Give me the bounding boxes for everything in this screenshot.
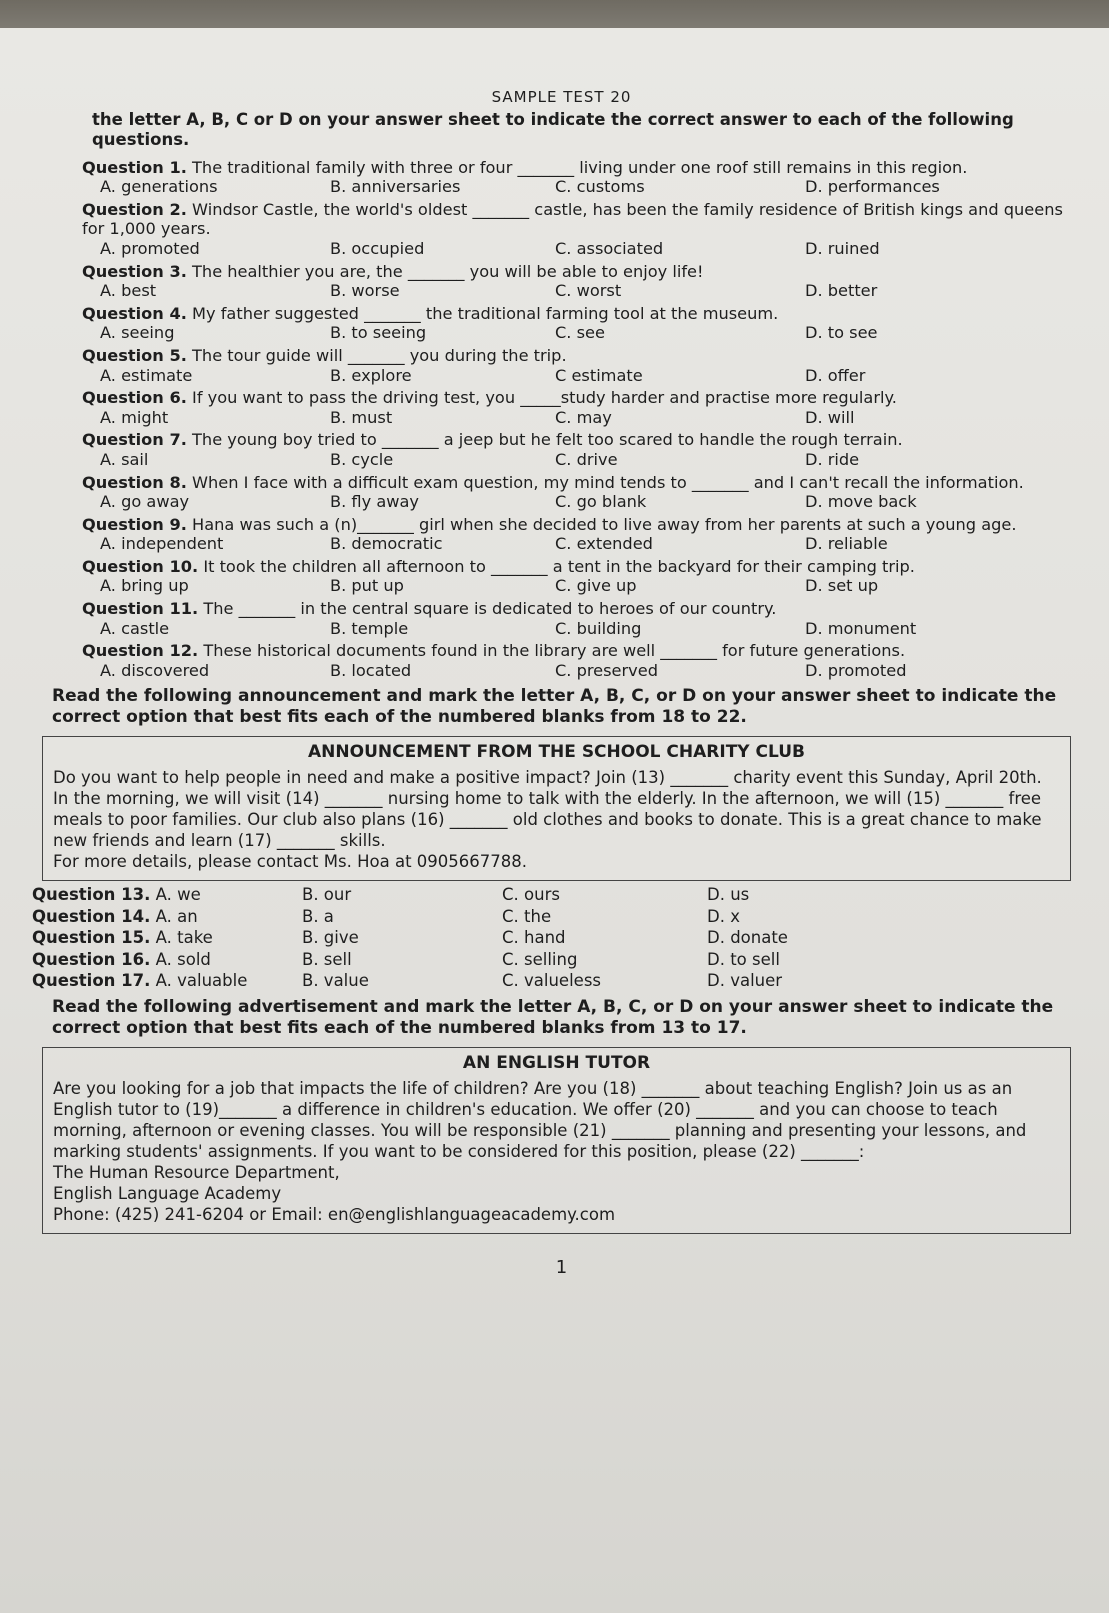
cloze-question-item <box>32 907 1071 927</box>
page-number: 1 <box>555 1256 568 1278</box>
question-stem <box>82 262 1071 282</box>
option-c[interactable]: C. associated <box>555 238 664 258</box>
option-c[interactable]: C. drive <box>555 449 618 469</box>
question-label: Question 6. <box>82 388 187 408</box>
option-b[interactable]: B. sell <box>302 949 352 969</box>
question-text: Windsor Castle, the world's oldest _______ castle, has been the family residence of British kings and queens for 1,000 years. <box>82 199 1063 239</box>
option-a[interactable]: A. take <box>155 928 213 948</box>
option-d[interactable]: D. move back <box>805 492 917 512</box>
option-d[interactable]: D. ride <box>805 449 860 469</box>
cloze-option-a-cell <box>32 928 302 948</box>
question-stem <box>82 430 1071 450</box>
option-d[interactable]: D. valuer <box>707 971 783 991</box>
question-label: Question 2. <box>82 199 187 219</box>
option-b[interactable]: B. temple <box>330 618 409 638</box>
option-c[interactable]: C. hand <box>502 928 566 948</box>
question-item <box>52 515 1071 554</box>
option-d[interactable]: D. donate <box>707 928 788 948</box>
question-item <box>52 346 1071 385</box>
cloze-question-item <box>32 971 1071 991</box>
instruction: the letter A, B, C or D on your answer sheet to indicate the correct answer to each of the following questions. <box>92 109 1014 149</box>
option-b[interactable]: B. occupied <box>330 238 425 258</box>
cloze-option-a-cell <box>32 907 302 927</box>
advertisement-academy: English Language Academy <box>53 1183 282 1203</box>
test-title: SAMPLE TEST 20 <box>491 88 632 106</box>
option-d[interactable]: D. performances <box>805 177 940 197</box>
option-b[interactable]: B. give <box>302 928 359 948</box>
option-b[interactable]: B. put up <box>330 576 404 596</box>
question-item <box>52 641 1071 680</box>
cloze-question-item <box>32 885 1071 905</box>
answer-options <box>100 239 1071 259</box>
question-stem <box>82 346 1071 366</box>
option-c[interactable]: C. see <box>555 323 605 343</box>
answer-options <box>100 450 1071 470</box>
question-label: Question 3. <box>82 261 187 281</box>
option-b[interactable]: B. located <box>330 660 412 680</box>
question-stem <box>82 599 1071 619</box>
question-text: The _______ in the central square is dedicated to heroes of our country. <box>203 599 777 619</box>
cloze-question-label: Question 15. <box>32 928 151 948</box>
answer-options <box>100 619 1071 639</box>
advertisement-department: The Human Resource Department, <box>53 1162 340 1182</box>
option-a[interactable]: A. estimate <box>100 365 193 385</box>
option-a[interactable]: A. an <box>155 906 198 926</box>
option-a[interactable]: A. we <box>155 885 201 905</box>
question-text: The traditional family with three or four _______ living under one roof still remains in this region. <box>192 157 968 177</box>
advertisement-text: Are you looking for a job that impacts the life of children? Are you (18) _______ about teaching English? Join us as an English tutor to (19)_______ a difference in children's education. We offer (20) _______ and you can choose to teach morning, afternoon or evening classes. You will be responsible (21) _______ planning and presenting your lessons, and marking students' assignments. If you want to be considered for this position, please (22) _______: <box>53 1078 1027 1161</box>
question-text: These historical documents found in the library are well _______ for future generations. <box>203 641 906 661</box>
question-item <box>52 599 1071 638</box>
cloze-option-a-cell <box>32 971 302 991</box>
answer-options <box>100 281 1071 301</box>
cloze-question-label: Question 16. <box>32 949 151 969</box>
option-b[interactable]: B. explore <box>330 365 412 385</box>
option-a[interactable]: A. generations <box>100 177 218 197</box>
answer-options <box>100 661 1071 681</box>
option-d[interactable]: D. offer <box>805 365 866 385</box>
option-a[interactable]: A. go away <box>100 492 190 512</box>
option-b[interactable]: B. a <box>302 906 334 926</box>
question-label: Question 9. <box>82 514 187 534</box>
option-c[interactable]: C. extended <box>555 534 653 554</box>
option-b[interactable]: B. to seeing <box>330 323 427 343</box>
question-label: Question 8. <box>82 472 187 492</box>
option-c[interactable]: C. selling <box>502 949 578 969</box>
answer-options <box>100 408 1071 428</box>
answer-options <box>100 177 1071 197</box>
test-page <box>0 28 1109 1613</box>
question-item <box>52 430 1071 469</box>
cloze-option-a-cell <box>32 885 302 905</box>
question-text: It took the children all afternoon to _______ a tent in the backyard for their camping trip. <box>203 556 915 576</box>
option-d[interactable]: D. will <box>805 407 855 427</box>
question-item <box>52 473 1071 512</box>
option-a[interactable]: A. sold <box>155 949 211 969</box>
question-stem <box>82 473 1071 493</box>
question-item <box>52 158 1071 197</box>
question-label: Question 11. <box>82 599 199 619</box>
option-d[interactable]: D. monument <box>805 618 917 638</box>
option-d[interactable]: D. set up <box>805 576 879 596</box>
question-item <box>52 304 1071 343</box>
option-c[interactable]: C. ours <box>502 885 560 905</box>
option-d[interactable]: D. us <box>707 885 750 905</box>
cloze-question-item <box>32 950 1071 970</box>
question-item <box>52 262 1071 301</box>
announcement-contact: For more details, please contact Ms. Hoa at 0905667788. <box>53 852 528 872</box>
answer-options <box>100 534 1071 554</box>
announcement-title: ANNOUNCEMENT FROM THE SCHOOL CHARITY CLUB <box>308 742 805 763</box>
question-stem <box>82 158 1071 178</box>
option-a[interactable]: A. independent <box>100 534 224 554</box>
option-d[interactable]: D. reliable <box>805 534 888 554</box>
advertisement-contact: Phone: (425) 241-6204 or Email: en@englishlanguageacademy.com <box>53 1204 616 1224</box>
option-c[interactable]: C. go blank <box>555 492 647 512</box>
cloze-question-label: Question 17. <box>32 971 151 991</box>
option-d[interactable]: D. promoted <box>805 660 907 680</box>
option-d[interactable]: D. to sell <box>707 949 780 969</box>
question-text: Hana was such a (n)_______ girl when she decided to live away from her parents at such a young age. <box>192 514 1017 534</box>
cloze-option-a-cell <box>32 950 302 970</box>
option-b[interactable]: B. fly away <box>330 492 419 512</box>
announcement-text: Do you want to help people in need and make a positive impact? Join (13) _______ charity event this Sunday, April 20th. In the morning, we will visit (14) _______ nursing home to talk with the elderly. In the afternoon, we will (15) _______ free meals to poor families. Our club also plans (16) _______ old clothes and books to donate. This is a great chance to make new friends and learn (17) _______ skills. <box>53 768 1042 851</box>
option-c[interactable]: C. the <box>502 906 552 926</box>
option-a[interactable]: A. castle <box>100 618 170 638</box>
advertisement-title: AN ENGLISH TUTOR <box>462 1053 651 1073</box>
option-c[interactable]: C. preserved <box>555 660 658 680</box>
option-b[interactable]: B. anniversaries <box>330 177 461 197</box>
cloze-question-label: Question 14. <box>32 906 151 926</box>
option-b[interactable]: B. value <box>302 971 369 991</box>
option-c[interactable]: C. building <box>555 618 642 638</box>
question-stem <box>82 200 1071 239</box>
option-a[interactable]: A. bring up <box>100 576 189 596</box>
advertisement-box <box>42 1047 1071 1234</box>
option-a[interactable]: A. best <box>100 281 157 301</box>
option-c[interactable]: C. give up <box>555 576 637 596</box>
option-b[interactable]: B. our <box>302 885 352 905</box>
option-c[interactable]: C. customs <box>555 177 645 197</box>
option-b[interactable]: B. cycle <box>330 449 394 469</box>
answer-options <box>100 492 1071 512</box>
question-label: Question 12. <box>82 641 199 661</box>
option-a[interactable]: A. discovered <box>100 660 210 680</box>
option-c[interactable]: C. valueless <box>502 971 602 991</box>
question-stem <box>82 515 1071 535</box>
question-label: Question 4. <box>82 303 187 323</box>
question-label: Question 7. <box>82 430 187 450</box>
option-a[interactable]: A. seeing <box>100 323 175 343</box>
option-a[interactable]: A. promoted <box>100 238 200 258</box>
question-label: Question 1. <box>82 157 187 177</box>
question-item <box>52 200 1071 259</box>
question-item <box>52 388 1071 427</box>
answer-options <box>100 366 1071 386</box>
option-d[interactable]: D. to see <box>805 323 878 343</box>
question-stem <box>82 304 1071 324</box>
option-a[interactable]: A. valuable <box>155 971 248 991</box>
question-stem <box>82 557 1071 577</box>
question-text: My father suggested _______ the traditional farming tool at the museum. <box>192 303 779 323</box>
question-text: The young boy tried to _______ a jeep but he felt too scared to handle the rough terrain. <box>192 430 903 450</box>
answer-options <box>100 576 1071 596</box>
option-a[interactable]: A. sail <box>100 449 149 469</box>
option-c[interactable]: C. may <box>555 407 612 427</box>
option-d[interactable]: D. x <box>707 906 740 926</box>
question-text: When I face with a difficult exam question, my mind tends to _______ and I can't recall the information. <box>192 472 1024 492</box>
cloze-question-label: Question 13. <box>32 885 151 905</box>
question-label: Question 5. <box>82 345 187 365</box>
option-c[interactable]: C. worst <box>555 281 622 301</box>
question-item <box>52 557 1071 596</box>
option-b[interactable]: B. worse <box>330 281 400 301</box>
question-stem <box>82 388 1071 408</box>
question-list <box>52 158 1071 681</box>
question-text: The healthier you are, the _______ you will be able to enjoy life! <box>192 261 704 281</box>
option-d[interactable]: D. better <box>805 281 878 301</box>
section3-instruction: Read the following advertisement and mark the letter A, B, C, or D on your answer sheet to indicate the correct option that best fits each of the numbered blanks from 13 to 17. <box>52 997 1054 1038</box>
question-label: Question 10. <box>82 556 199 576</box>
question-text: If you want to pass the driving test, you _____study harder and practise more regularly. <box>192 388 897 408</box>
announcement-box <box>42 736 1071 881</box>
option-b[interactable]: B. democratic <box>330 534 443 554</box>
option-d[interactable]: D. ruined <box>805 238 880 258</box>
cloze-question-item <box>32 928 1071 948</box>
question-text: The tour guide will _______ you during the trip. <box>192 345 567 365</box>
answer-options <box>100 323 1071 343</box>
question-stem <box>82 641 1071 661</box>
option-b[interactable]: B. must <box>330 407 393 427</box>
cloze-question-list <box>32 885 1071 991</box>
section2-instruction: Read the following announcement and mark the letter A, B, C, or D on your answer sheet to indicate the correct option that best fits each of the numbered blanks from 18 to 22. <box>52 686 1057 728</box>
option-a[interactable]: A. might <box>100 407 169 427</box>
option-c[interactable]: C estimate <box>555 365 643 385</box>
